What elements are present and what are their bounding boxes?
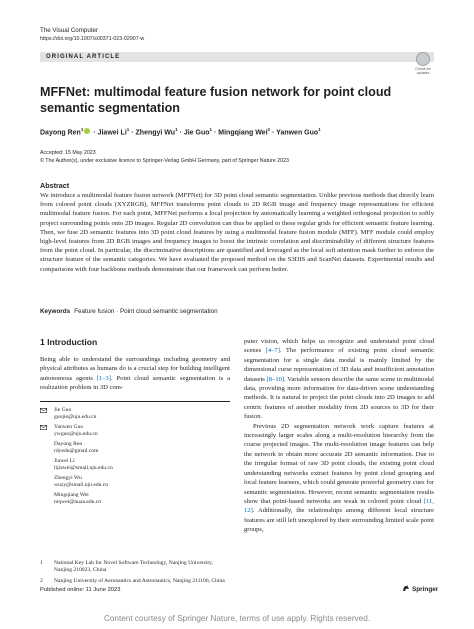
citation-link[interactable]: [1–3] <box>96 374 111 382</box>
keywords-text: Feature fusion · Point cloud semantic segmentation <box>74 308 218 315</box>
check-for-updates-badge[interactable] <box>412 52 434 76</box>
contact-entry <box>40 441 230 455</box>
author-affiliation-mark: 1 <box>209 127 213 132</box>
affiliation-number: 1 <box>40 560 43 566</box>
copyright-notice: © The Author(s), under exclusive licence to Springer-Verlag GmbH Germany, part of Springer Nature 2023 <box>40 158 289 164</box>
check-updates-label: Check for updates <box>415 67 431 75</box>
affiliation-entry <box>40 560 230 574</box>
intro-text: . Variable sensors describe the same scene in multimodal data, providing more information for data-driven scene understanding methods. It is natural to project the point clouds into 2D images to add centric features of another modality from 2D sources to 3D for their fusion. <box>244 375 434 421</box>
affiliation-entry <box>40 578 230 585</box>
contact-email[interactable]: lijiawei@smail.nju.edu.cn <box>54 465 113 471</box>
author-name[interactable]: Yanwen Guo <box>276 129 319 137</box>
abstract-body: We introduce a multimodal feature fusion network (MFFNet) for 3D point cloud semantic segmentation. Unlike previous methods that directly learn from colored point clouds (XYZRGB), MFFNet transforms point clouds to 2D RGB image and frequency image representations for efficient multimodal feature fusion. For each point, MFFNet performs a local projection by automatically learning a weighted orthogonal projection to softly project surrounding points onto 2D images. Regular 2D convolution can thus be applied to these regular grids for efficient semantic feature learning. Then, we fuse 2D semantic features into 3D point cloud features by using a multimodal feature fusion module (MFF). MFF module could employ high-level features from 2D RGB images and frequency images to boost the intrinsic correlation and discriminability of different structure features from the point cloud. In particular, the discriminative descriptions are quantified and leveraged as the local soft attention mask further to enforce the structure feature of the semantic categories. We have evaluated the proposed method on the S3DIS and ScanNet datasets. Experimental results and comparisons with four backbone methods demonstrate that our framework can perform better. <box>40 192 434 273</box>
citation-link[interactable]: [8–10] <box>266 375 285 383</box>
intro-text: Previous 2D segmentation network work capture features at increasingly larger scales along a multi-resolution hierarchy from the coarse projected images. The multi-resolution image features can help the network to obtain more accurate 2D semantic information. Due to the irregular format of raw 3D point clouds, the existing point cloud understanding networks extract features by point cloud grouping and local feature learners, which could generate powerful geometry cues for semantic segmentation. However, recent semantic segmentation results show that point-based networks are weak in colored point cloud <box>244 422 434 505</box>
author-name[interactable]: Mingqiang Wei <box>218 129 268 137</box>
intro-text: puter vision, which helps us recognize and understand point cloud scenes <box>244 338 434 355</box>
keywords <box>40 308 218 316</box>
envelope-icon <box>40 408 47 413</box>
intro-text: . The performance of existing point cloud semantic segmentation for a single data modal is mainly limited by the dimensional curse representation of 3D data and insufficient annotation datasets <box>244 347 434 383</box>
contact-entry <box>40 458 230 472</box>
publisher-logo <box>402 585 438 593</box>
affiliations <box>40 560 230 589</box>
author-name[interactable]: Zhengyi Wu <box>135 129 176 137</box>
paragraph <box>244 337 434 422</box>
intro-right-column <box>244 337 434 535</box>
contact-entry <box>40 492 230 506</box>
corresponding-contacts <box>40 407 230 509</box>
intro-left-column <box>40 355 230 393</box>
doi-link[interactable]: https://doi.org/10.1007/s00371-023-02907-w <box>40 36 145 42</box>
contact-name: Mingqiang Wei <box>54 492 89 498</box>
contact-email[interactable]: rdyedu@gmail.com <box>54 448 99 454</box>
contact-name: Jiawei Li <box>54 458 75 464</box>
author-affiliation-mark: 1 <box>80 127 84 132</box>
contact-email[interactable]: ywguo@nju.edu.cn <box>54 431 98 437</box>
contact-name: Zhengyi Wu <box>54 475 82 481</box>
author-name[interactable]: Jiawei Li <box>97 129 127 137</box>
check-updates-icon <box>416 52 430 66</box>
affiliation-number: 2 <box>40 578 43 584</box>
affiliation-text: Nanjing University of Aeronautics and Astronautics, Nanjing 211106, China <box>54 578 225 584</box>
published-date: Published online: 11 June 2023 <box>40 587 121 593</box>
affiliation-text: National Key Lab for Novel Software Technology, Nanjing University, Nanjing 210023, China <box>54 560 213 573</box>
contact-email[interactable]: mqwei@nuaa.edu.cn <box>54 499 102 505</box>
contact-name: Yanwen Guo <box>54 424 84 430</box>
keywords-label: Keywords <box>40 308 71 315</box>
citation-link[interactable]: [11, 12] <box>244 497 434 515</box>
accepted-date: Accepted: 15 May 2023 <box>40 150 96 156</box>
journal-name: The Visual Computer <box>40 27 99 34</box>
footnote-divider <box>40 401 230 402</box>
article-title: MFFNet: multimodal feature fusion network for point cloud semantic segmentation <box>40 85 392 115</box>
contact-entry <box>40 424 230 438</box>
author-name[interactable]: Jie Guo <box>183 129 210 137</box>
contact-entry <box>40 407 230 421</box>
contact-entry <box>40 475 230 489</box>
contact-email[interactable]: wuzy@smail.nju.edu.cn <box>54 482 109 488</box>
paragraph <box>244 422 434 535</box>
author-affiliation-mark: 1 <box>175 127 178 132</box>
citation-link[interactable]: [4–7] <box>265 347 280 355</box>
intro-text: . Additionally, the relationships among different local structure features are still left unexplored by their surrounding limited scale point groups, <box>244 507 434 534</box>
courtesy-notice: Content courtesy of Springer Nature, terms of use apply. Rights reserved. <box>103 614 371 623</box>
author-affiliation-mark: 1 <box>318 127 321 132</box>
intro-text: . Point cloud semantic segmentation is a realization problem in 3D com- <box>40 374 230 392</box>
contact-name: Dayong Ren <box>54 441 83 447</box>
orcid-icon[interactable] <box>84 128 90 134</box>
author-affiliation-mark: 1 <box>126 127 130 132</box>
intro-text: Being able to understand the surroundings including geometry and physical attributes as humans do is a crucial step for building intelligent autonomous agents <box>40 356 230 382</box>
author-list: Dayong Ren$^1$ · Jiawei $Li^1$ · Zhengyi $Wu^1$ · Jie Guo$^1$ · Mingqiang Wei$^2$ · Yanwen Guo$^1$ <box>40 127 321 137</box>
springer-horse-icon <box>402 585 410 592</box>
article-type-banner: ORIGINAL ARTICLE <box>40 52 434 62</box>
author-name[interactable]: Dayong Ren <box>40 129 81 137</box>
contact-name: Jie Guo <box>54 407 72 413</box>
envelope-icon <box>40 425 47 430</box>
author-affiliation-mark: 2 <box>267 127 271 132</box>
section-heading-introduction: 1 Introduction <box>40 337 98 347</box>
publisher-name: Springer <box>412 586 439 593</box>
contact-email[interactable]: guojie@nju.edu.cn <box>54 414 97 420</box>
abstract-heading: Abstract <box>40 181 70 190</box>
